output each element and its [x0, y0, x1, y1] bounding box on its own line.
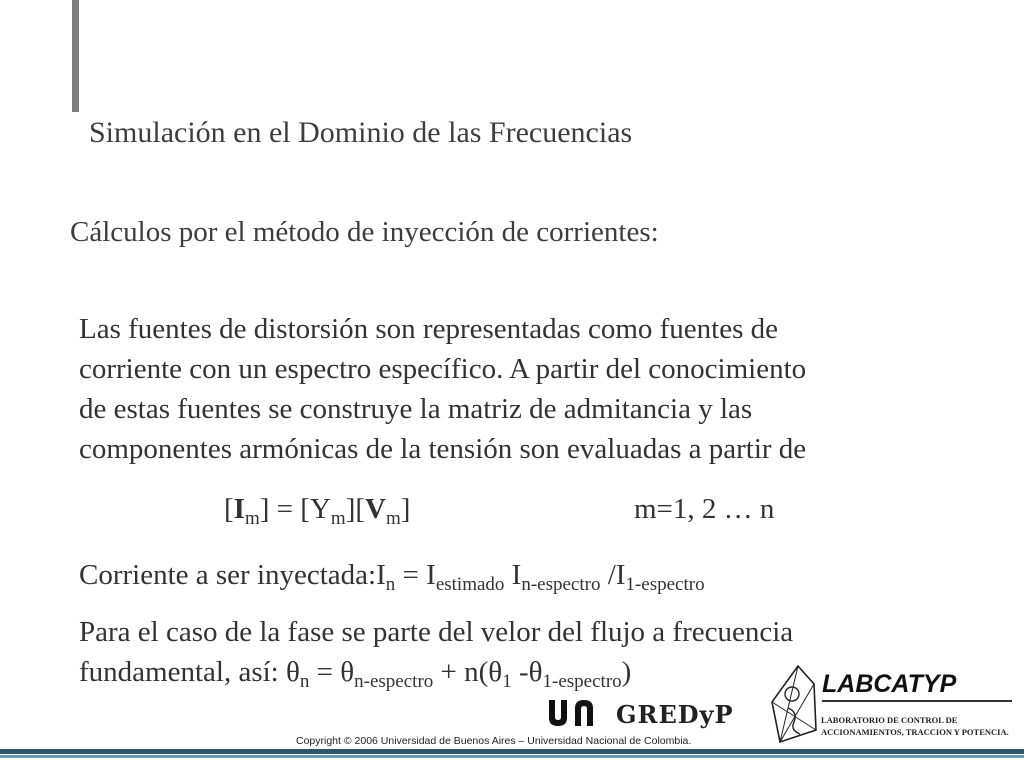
footer-stripe [0, 749, 1024, 754]
gredyp-logo-text: GREDyP [616, 700, 734, 729]
footer-stripe-light [0, 755, 1024, 758]
labcatyp-divider [822, 700, 1012, 702]
description-paragraph [79, 309, 979, 469]
matrix-equation: $[I_m] = [Y_m][V_m]$ [224, 493, 411, 529]
labcatyp-logo-text: LABCATYP [822, 670, 957, 698]
copyright-notice: Copyright © 2006 Universidad de Buenos Aires – Universidad Nacional de Colombia. [296, 735, 692, 747]
labcatyp-emblem-icon [768, 664, 820, 746]
un-logo [546, 698, 602, 728]
paragraph-line: corriente con un espectro específico. A partir del conocimiento [79, 353, 807, 385]
phase-line-1: Para el caso de la fase se parte del velor del flujo a frecuencia [79, 616, 794, 648]
phase-equation-line: fundamental, así: $\theta_n = \theta_{n-espectro} + n(\theta_1$ $-\theta_{1-espectro}$) [79, 656, 632, 692]
slide-subtitle: Cálculos por el método de inyección de corrientes: [70, 216, 659, 248]
title-accent-bar [72, 0, 79, 112]
slide-title: Simulación en el Dominio de las Frecuencias [89, 116, 633, 149]
injected-current-line: Corriente a ser $inyectada:I_n = I_{estimado}$ $I_{n-espectro}$ $/I_{1-espectro}$ [79, 559, 705, 595]
paragraph-line: de estas fuentes se construye la matriz de admitancia y las [79, 393, 753, 425]
paragraph-line: Las fuentes de distorsión son representadas como fuentes de [79, 313, 779, 345]
paragraph-line: componentes armónicas de la tensión son evaluadas a partir de [79, 433, 807, 465]
equation-range: m=1, 2 … n [634, 493, 775, 525]
lab-description: LABORATORIO DE CONTROL DE ACCIONAMIENTOS, TRACCION Y POTENCIA. [821, 715, 1009, 737]
